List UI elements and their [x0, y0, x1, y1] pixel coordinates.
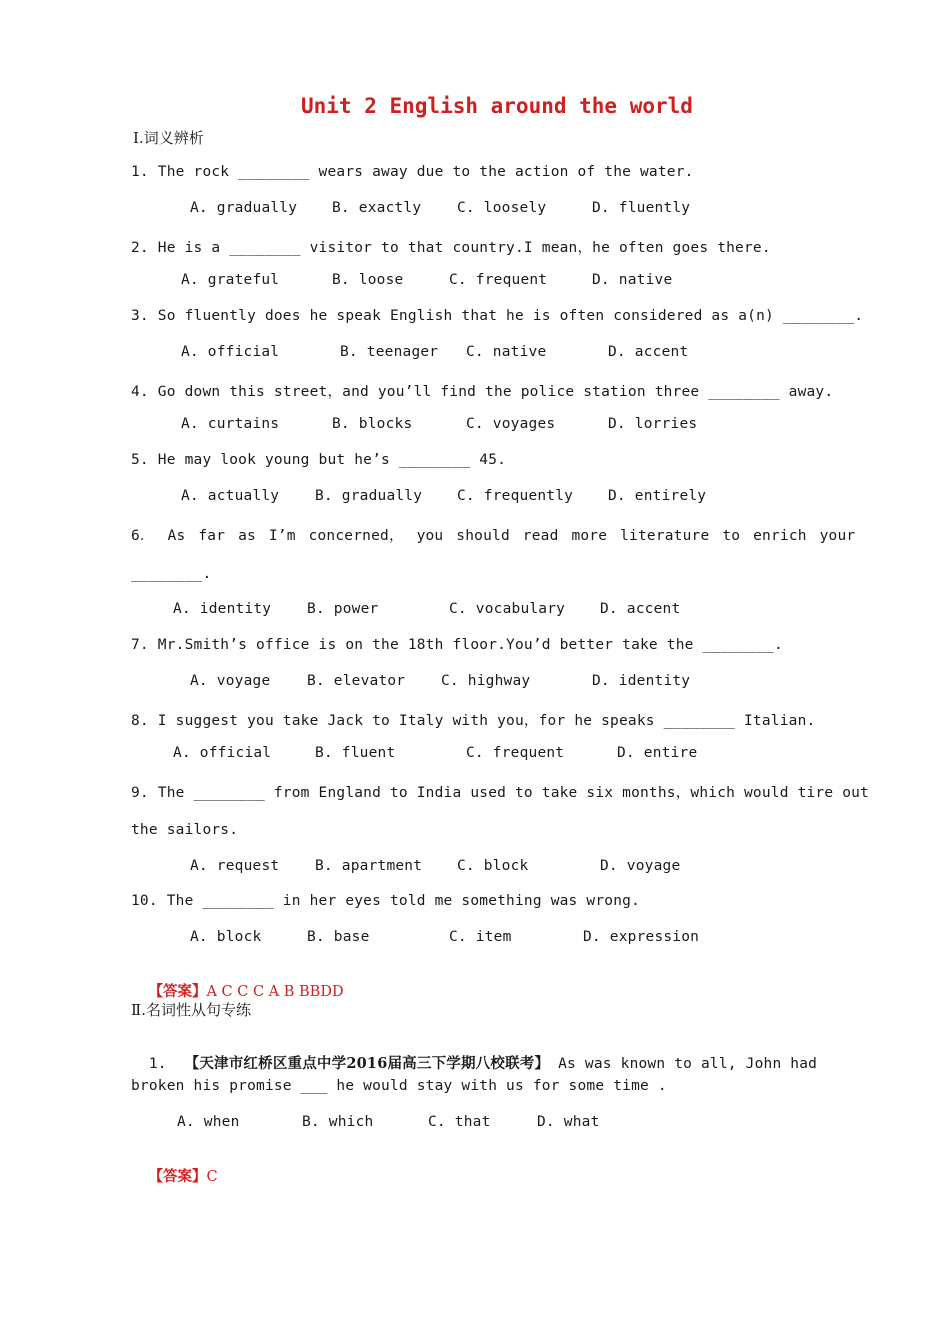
question-1-option-c: C. loosely	[457, 200, 547, 216]
question-3-option-d: D. accent	[608, 344, 689, 360]
question-9-option-a: A. request	[190, 858, 280, 874]
question-10-option-c: C. item	[449, 929, 512, 945]
question-2-option-c: C. frequent	[449, 272, 548, 288]
answer-tag: 【答案】	[148, 983, 207, 1000]
question-8-stem: 8. I suggest you take Jack to Italy with you，for he speaks ________ Italian.	[131, 713, 816, 729]
question-2-option-a: A. grateful	[181, 272, 280, 288]
question-4-stem: 4. Go down this street，and you’ll find the police station three ________ away.	[131, 384, 834, 400]
question-1-option-a: A. gradually	[190, 200, 298, 216]
question-6-option-a: A. identity	[173, 601, 272, 617]
question-4-option-d: D. lorries	[608, 416, 698, 432]
question-2-option-b: B. loose	[332, 272, 404, 288]
section2-heading: Ⅱ.名词性从句专练	[131, 1001, 251, 1019]
question-1-option-b: B. exactly	[332, 200, 422, 216]
question-8-option-d: D. entire	[617, 745, 698, 761]
question-1-option-d: D. fluently	[592, 200, 691, 216]
question-5-option-d: D. entirely	[608, 488, 707, 504]
section2-question-1-number: 1.	[148, 1056, 167, 1072]
question-3-option-a: A. official	[181, 344, 280, 360]
question-5-stem: 5. He may look young but he’s ________ 45.	[131, 452, 507, 468]
question-2-option-d: D. native	[592, 272, 673, 288]
question-9-stem: 9. The ________ from England to India used to take six months，which would tire out	[131, 785, 870, 801]
question-6-stem-continued: ________.	[131, 566, 212, 582]
question-10-stem: 10. The ________ in her eyes told me something was wrong.	[131, 893, 640, 909]
answer-tag: 【答案】	[148, 1168, 207, 1185]
question-7-option-b: B. elevator	[307, 673, 406, 689]
section2-question-1-option-c: C. that	[428, 1114, 491, 1130]
section2-question-1-option-d: D. what	[537, 1114, 600, 1130]
section2-question-1-stem-b: broken his promise ___ he would stay with us for some time .	[131, 1078, 667, 1094]
question-8-option-b: B. fluent	[315, 745, 396, 761]
section2-question-1-option-a: A. when	[177, 1114, 240, 1130]
section2-question-1-line1	[131, 1036, 817, 1073]
question-7-option-c: C. highway	[441, 673, 531, 689]
question-4-option-b: B. blocks	[332, 416, 413, 432]
question-9-option-b: B. apartment	[315, 858, 423, 874]
question-9-option-c: C. block	[457, 858, 529, 874]
question-10-option-a: A. block	[190, 929, 262, 945]
question-3-option-b: B. teenager	[340, 344, 439, 360]
question-7-option-a: A. voyage	[190, 673, 271, 689]
page-title: Unit 2 English around the world	[301, 94, 693, 118]
section2-question-1-source: 【天津市红桥区重点中学2016届高三下学期八校联考】	[184, 1055, 550, 1072]
question-1-stem: 1. The rock ________ wears away due to the action of the water.	[131, 164, 694, 180]
section2-answer	[131, 1149, 218, 1186]
answer-value: A C C C A B BBDD	[206, 984, 344, 1000]
question-8-option-c: C. frequent	[466, 745, 565, 761]
question-6-option-d: D. accent	[600, 601, 681, 617]
question-7-stem: 7. Mr.Smith’s office is on the 18th floor.You’d better take the ________.	[131, 637, 783, 653]
question-10-option-b: B. base	[307, 929, 370, 945]
question-9-option-d: D. voyage	[600, 858, 681, 874]
section2-question-1-stem-a: As was known to all, John had	[558, 1056, 818, 1072]
answer-value: C	[206, 1169, 218, 1185]
question-3-option-c: C. native	[466, 344, 547, 360]
section1-heading: Ⅰ.词义辨析	[133, 129, 204, 147]
question-6-option-b: B. power	[307, 601, 379, 617]
question-6-option-c: C. vocabulary	[449, 601, 566, 617]
question-8-option-a: A. official	[173, 745, 272, 761]
question-9-stem-continued: the sailors.	[131, 822, 239, 838]
question-3-stem: 3. So fluently does he speak English that he is often considered as a(n) ________.	[131, 308, 864, 324]
question-6-stem: 6． As far as I’m concerned， you should read more literature to enrich your	[131, 528, 856, 544]
question-2-stem: 2. He is a ________ visitor to that country.I mean，he often goes there.	[131, 240, 771, 256]
question-7-option-d: D. identity	[592, 673, 691, 689]
question-4-option-a: A. curtains	[181, 416, 280, 432]
question-5-option-c: C. frequently	[457, 488, 574, 504]
section1-answer	[131, 964, 344, 1001]
question-5-option-a: A. actually	[181, 488, 280, 504]
section2-question-1-option-b: B. which	[302, 1114, 374, 1130]
question-10-option-d: D. expression	[583, 929, 700, 945]
question-5-option-b: B. gradually	[315, 488, 423, 504]
question-4-option-c: C. voyages	[466, 416, 556, 432]
